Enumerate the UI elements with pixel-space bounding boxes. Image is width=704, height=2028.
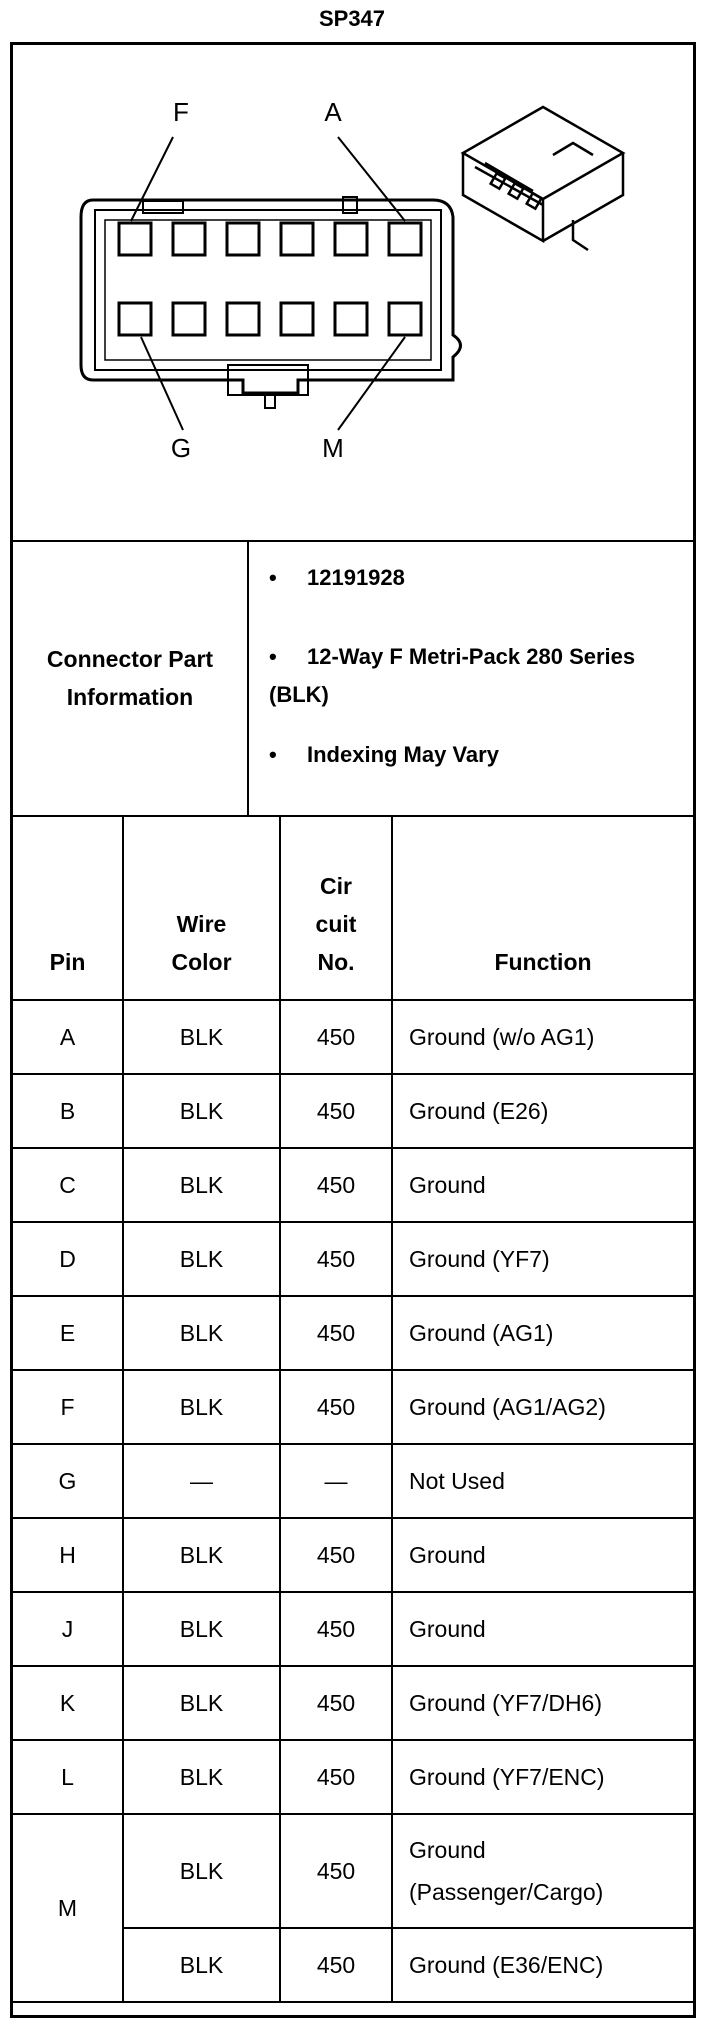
top-cavity-row: [119, 223, 421, 255]
connector-part-info-label: Connector Part Information: [13, 540, 249, 815]
wire-color-cell: BLK: [123, 1148, 280, 1222]
bottom-cavity-row: [119, 303, 421, 335]
pin-cell: M: [13, 1814, 123, 2002]
circuit-cell: 450: [280, 1518, 392, 1592]
pin-cell: L: [13, 1740, 123, 1814]
function-cell: Ground (YF7/DH6): [392, 1666, 693, 1740]
table-row: [13, 1296, 693, 1370]
part-number: 12191928: [307, 565, 405, 590]
bullet-glyph: •: [269, 742, 277, 767]
bullet-connector-type: [269, 638, 679, 714]
pin-cell: K: [13, 1666, 123, 1740]
wire-color-cell: BLK: [123, 1928, 280, 2002]
pin-label-m: M: [322, 433, 344, 463]
pin-label-f: F: [173, 97, 189, 127]
pin-cell: J: [13, 1592, 123, 1666]
pin-cell: C: [13, 1148, 123, 1222]
col-header-pin: Pin: [13, 816, 123, 1000]
table-header-row: [13, 816, 693, 1000]
circuit-cell: —: [280, 1444, 392, 1518]
table-row: [13, 1740, 693, 1814]
function-cell: Ground (YF7/ENC): [392, 1740, 693, 1814]
wire-color-cell: —: [123, 1444, 280, 1518]
connector-part-info: [13, 540, 693, 817]
function-cell: Ground: [392, 1518, 693, 1592]
col-header-function: Function: [392, 816, 693, 1000]
connector-face-drawing: [13, 45, 693, 540]
function-cell: Not Used: [392, 1444, 693, 1518]
circuit-cell: 450: [280, 1000, 392, 1074]
circuit-cell: 450: [280, 1666, 392, 1740]
circuit-cell: 450: [280, 1148, 392, 1222]
circuit-cell: 450: [280, 1222, 392, 1296]
table-row: [13, 1222, 693, 1296]
table-row: [13, 1074, 693, 1148]
bullet-part-number: [269, 558, 405, 598]
function-cell: Ground (Passenger/Cargo): [392, 1814, 693, 1928]
table-row: [13, 1592, 693, 1666]
col-header-circuit-no: Cir cuit No.: [280, 816, 392, 1000]
circuit-cell: 450: [280, 1592, 392, 1666]
table-row: [13, 1814, 693, 1928]
wire-color-cell: BLK: [123, 1296, 280, 1370]
bullet-indexing: [269, 735, 499, 775]
wire-color-cell: BLK: [123, 1222, 280, 1296]
pin-cell: E: [13, 1296, 123, 1370]
function-cell: Ground (AG1): [392, 1296, 693, 1370]
wire-color-cell: BLK: [123, 1666, 280, 1740]
bullet-glyph: •: [269, 565, 277, 590]
circuit-cell: 450: [280, 1814, 392, 1928]
pin-cell: B: [13, 1074, 123, 1148]
connector-thumbnail: [463, 107, 623, 250]
connector-diagram: [13, 45, 693, 542]
pin-cell: H: [13, 1518, 123, 1592]
function-cell: Ground (E26): [392, 1074, 693, 1148]
circuit-cell: 450: [280, 1740, 392, 1814]
function-cell: Ground: [392, 1592, 693, 1666]
pin-cell: G: [13, 1444, 123, 1518]
pin-label-a: A: [324, 97, 342, 127]
circuit-cell: 450: [280, 1074, 392, 1148]
connector-type: 12-Way F Metri-Pack 280 Series (BLK): [269, 644, 636, 707]
page-title: SP347: [318, 6, 386, 31]
wire-color-cell: BLK: [123, 1518, 280, 1592]
pin-cell: A: [13, 1000, 123, 1074]
wire-color-cell: BLK: [123, 1740, 280, 1814]
pin-cell: D: [13, 1222, 123, 1296]
table-row: [13, 1518, 693, 1592]
circuit-cell: 450: [280, 1370, 392, 1444]
circuit-cell: 450: [280, 1296, 392, 1370]
wire-color-cell: BLK: [123, 1074, 280, 1148]
bullet-glyph: •: [269, 644, 277, 669]
col-header-wire-color: Wire Color: [123, 816, 280, 1000]
function-cell: Ground (YF7): [392, 1222, 693, 1296]
function-cell: Ground (E36/ENC): [392, 1928, 693, 2002]
wire-color-cell: BLK: [123, 1592, 280, 1666]
pinout-table: [13, 815, 693, 2003]
table-row: [13, 1148, 693, 1222]
wire-color-cell: BLK: [123, 1000, 280, 1074]
pin-label-g: G: [170, 433, 192, 463]
wire-color-cell: BLK: [123, 1370, 280, 1444]
table-row: [13, 1444, 693, 1518]
pin-cell: F: [13, 1370, 123, 1444]
table-row: [13, 1666, 693, 1740]
table-row: [13, 1000, 693, 1074]
function-cell: Ground (w/o AG1): [392, 1000, 693, 1074]
indexing-note: Indexing May Vary: [307, 742, 499, 767]
circuit-cell: 450: [280, 1928, 392, 2002]
function-cell: Ground: [392, 1148, 693, 1222]
connector-sheet: [10, 42, 696, 2018]
table-row: [13, 1370, 693, 1444]
part-info-bullets: [249, 540, 693, 815]
function-cell: Ground (AG1/AG2): [392, 1370, 693, 1444]
wire-color-cell: BLK: [123, 1814, 280, 1928]
